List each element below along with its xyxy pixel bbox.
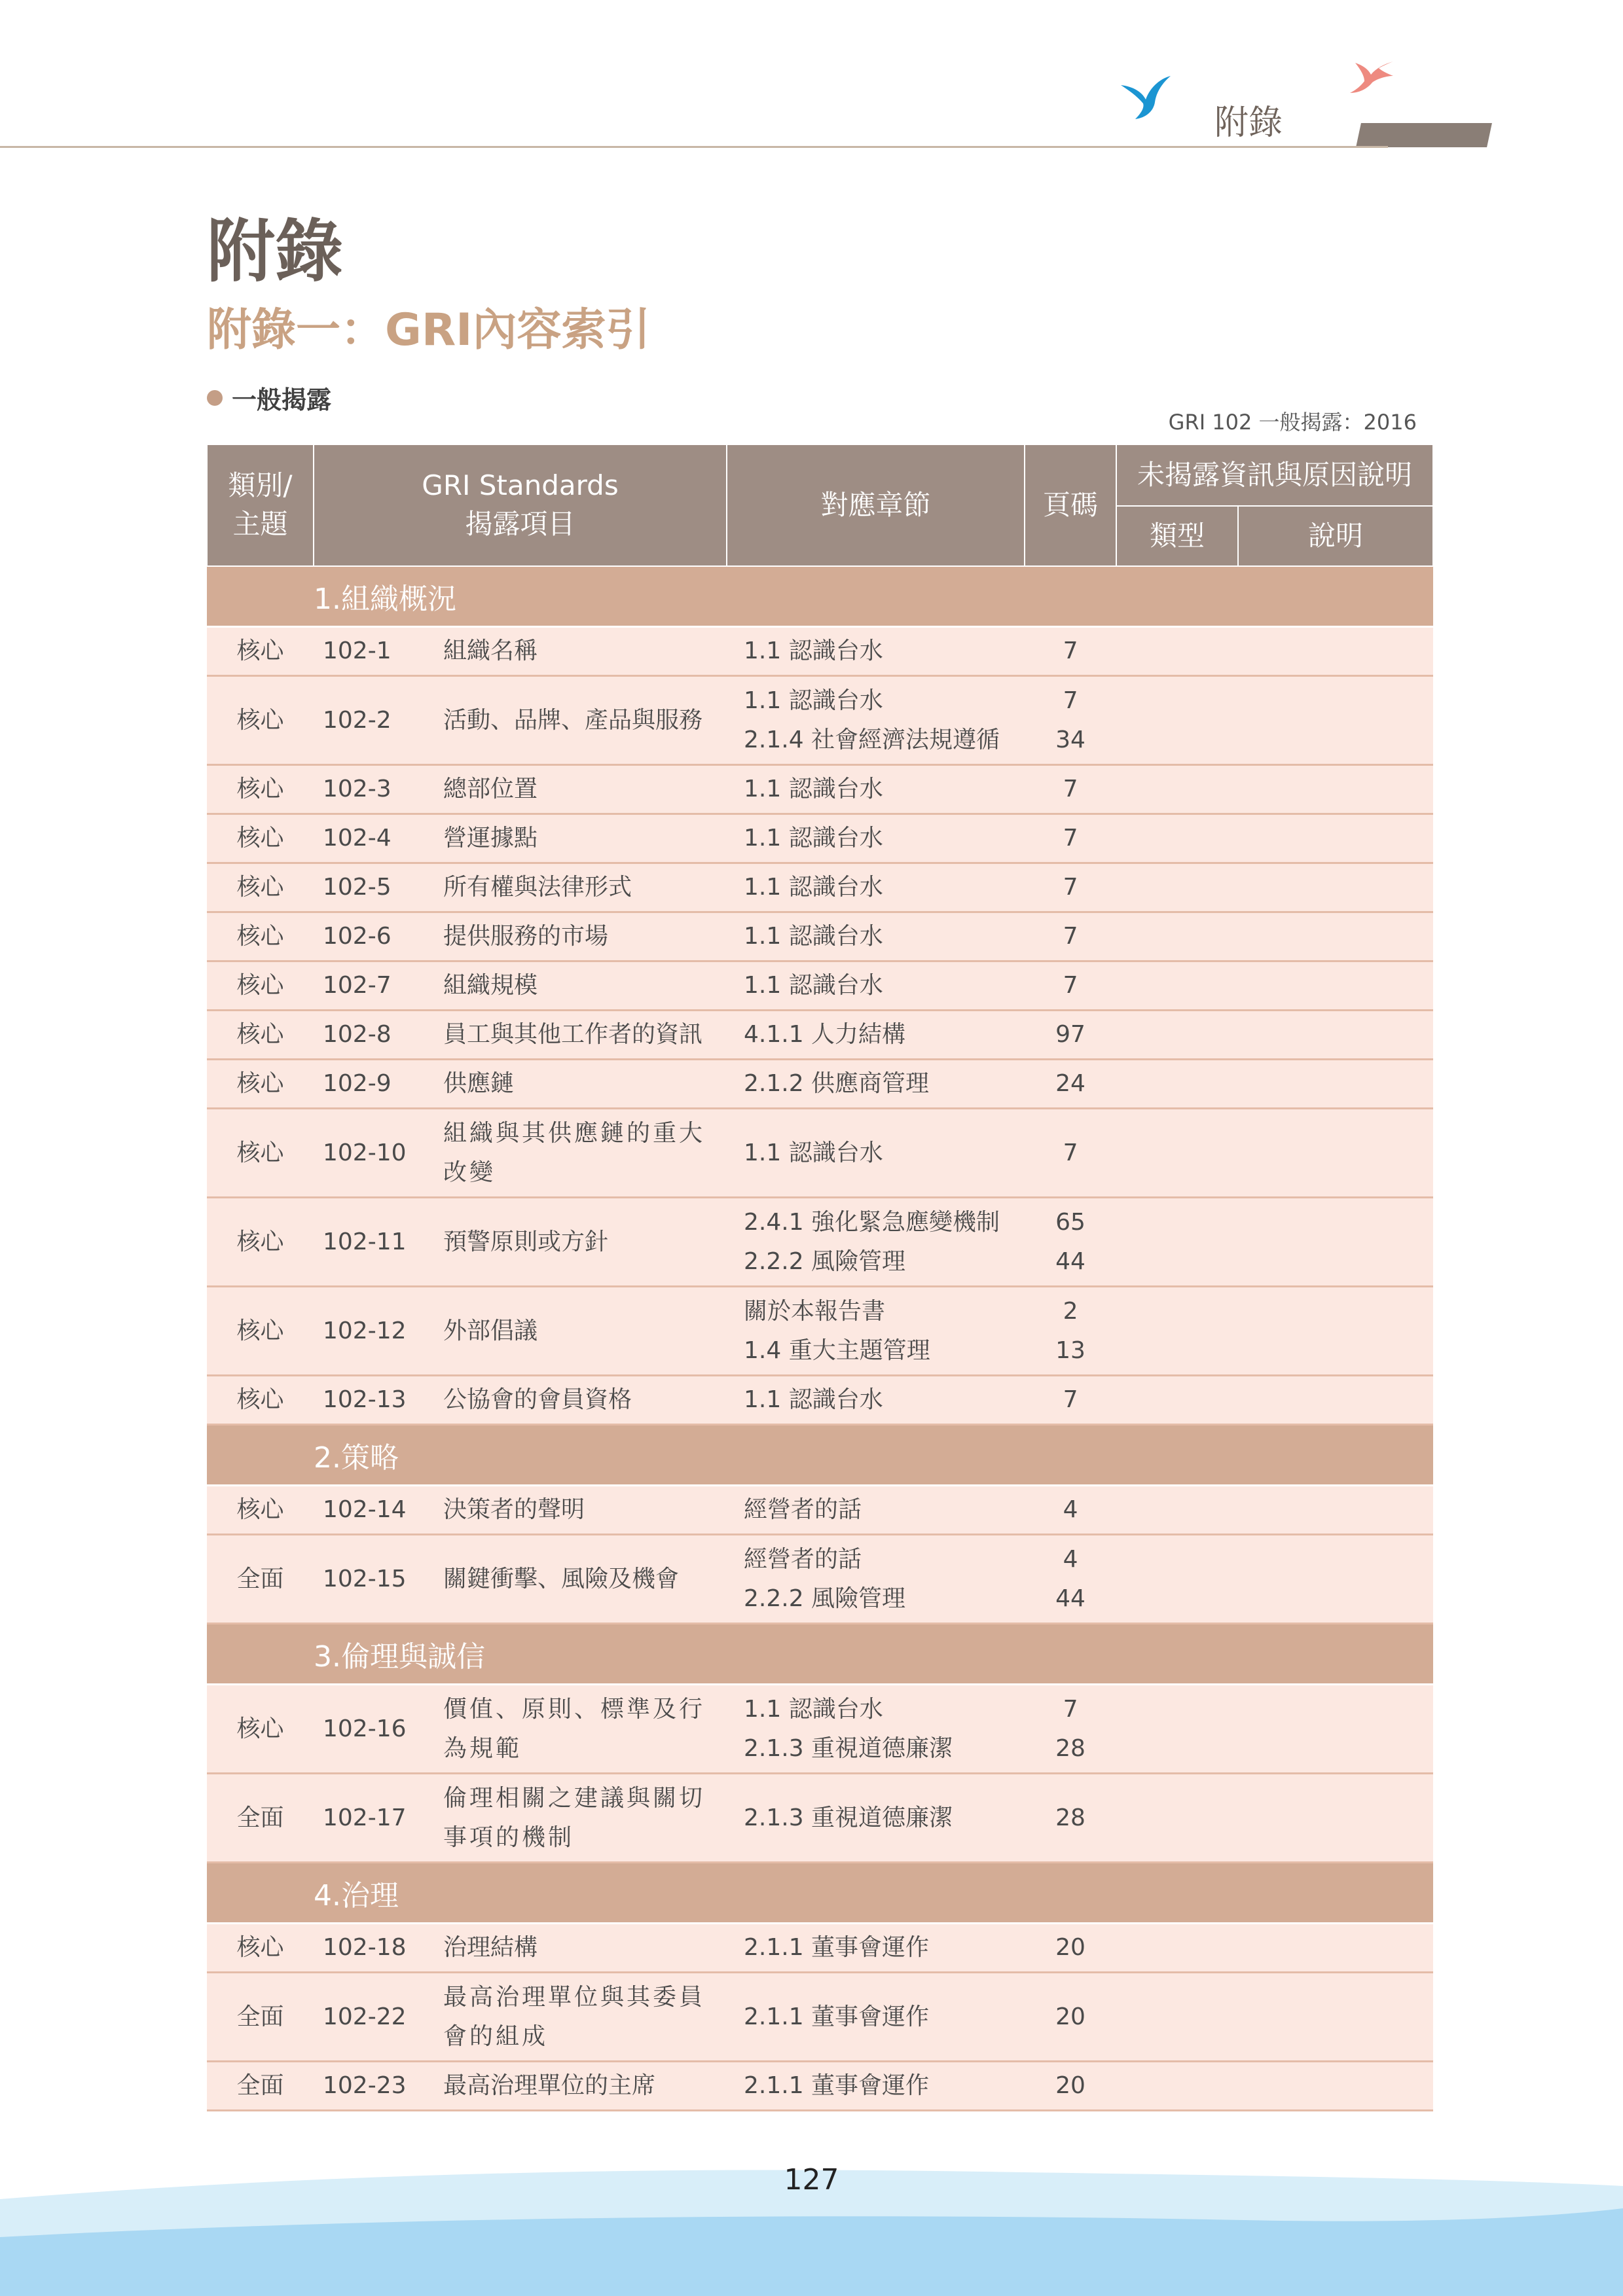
disclosure-level: 核心 bbox=[207, 765, 314, 814]
disclosure-level: 核心 bbox=[207, 1011, 314, 1060]
omission-desc-cell bbox=[1238, 1973, 1433, 2062]
disclosure-code: 102-9 bbox=[314, 1060, 438, 1109]
table-row bbox=[207, 676, 1433, 765]
disclosure-item: 倫理相關之建議與關切 事項的機制 bbox=[438, 1774, 727, 1863]
disclosure-item: 活動、品牌、產品與服務 bbox=[438, 676, 727, 765]
section-row bbox=[207, 1425, 1433, 1486]
disclosure-level: 核心 bbox=[207, 1685, 314, 1774]
disclosure-code: 102-18 bbox=[314, 1924, 438, 1973]
omission-desc-cell bbox=[1238, 1376, 1433, 1425]
omission-type-cell bbox=[1116, 1973, 1238, 2062]
omission-type-cell bbox=[1116, 1685, 1238, 1774]
chapter-ref: 1.1 認識台水 bbox=[727, 961, 1025, 1011]
disclosure-item: 最高治理單位與其委員 會的組成 bbox=[438, 1973, 727, 2062]
page-ref: 7 28 bbox=[1025, 1685, 1116, 1774]
section-spacer bbox=[207, 1863, 314, 1924]
bullet-label: 一般揭露 bbox=[232, 386, 332, 414]
page-ref: 7 bbox=[1025, 627, 1116, 676]
omission-desc-cell bbox=[1238, 1535, 1433, 1624]
header-chapter: 對應章節 bbox=[727, 444, 1025, 566]
page-ref: 65 44 bbox=[1025, 1198, 1116, 1287]
chapter-ref: 2.1.1 董事會運作 bbox=[727, 1973, 1025, 2062]
disclosure-code: 102-7 bbox=[314, 961, 438, 1011]
page-ref: 7 bbox=[1025, 863, 1116, 912]
section-title: 1.組織概況 bbox=[314, 566, 1433, 627]
header-omission: 未揭露資訊與原因說明 bbox=[1116, 444, 1433, 506]
page-number: 127 bbox=[784, 2163, 839, 2197]
header-gri-standards: GRI Standards 揭露項目 bbox=[314, 444, 727, 566]
blue-swallow-icon bbox=[1120, 73, 1172, 120]
omission-type-cell bbox=[1116, 1287, 1238, 1376]
disclosure-item: 員工與其他工作者的資訊 bbox=[438, 1011, 727, 1060]
table-row bbox=[207, 1376, 1433, 1425]
disclosure-item: 供應鏈 bbox=[438, 1060, 727, 1109]
disclosure-code: 102-2 bbox=[314, 676, 438, 765]
disclosure-item: 決策者的聲明 bbox=[438, 1486, 727, 1535]
omission-desc-cell bbox=[1238, 676, 1433, 765]
disclosure-level: 核心 bbox=[207, 912, 314, 961]
table-row bbox=[207, 1973, 1433, 2062]
page-ref: 7 bbox=[1025, 961, 1116, 1011]
omission-type-cell bbox=[1116, 765, 1238, 814]
table-row bbox=[207, 1774, 1433, 1863]
disclosure-code: 102-11 bbox=[314, 1198, 438, 1287]
bullet-heading bbox=[207, 380, 331, 416]
table-row bbox=[207, 1924, 1433, 1973]
chapter-ref: 1.1 認識台水 2.1.4 社會經濟法規遵循 bbox=[727, 676, 1025, 765]
omission-desc-cell bbox=[1238, 1060, 1433, 1109]
omission-type-cell bbox=[1116, 1198, 1238, 1287]
page-ref: 7 bbox=[1025, 814, 1116, 863]
omission-type-cell bbox=[1116, 1486, 1238, 1535]
section-spacer bbox=[207, 1425, 314, 1486]
disclosure-level: 全面 bbox=[207, 1774, 314, 1863]
chapter-ref: 1.1 認識台水 bbox=[727, 863, 1025, 912]
chapter-ref: 經營者的話 2.2.2 風險管理 bbox=[727, 1535, 1025, 1624]
disclosure-code: 102-12 bbox=[314, 1287, 438, 1376]
header-accent-bar bbox=[1356, 123, 1492, 147]
page-ref: 20 bbox=[1025, 1973, 1116, 2062]
table-row bbox=[207, 1011, 1433, 1060]
chapter-ref: 1.1 認識台水 bbox=[727, 765, 1025, 814]
table-row bbox=[207, 765, 1433, 814]
disclosure-level: 核心 bbox=[207, 1060, 314, 1109]
omission-desc-cell bbox=[1238, 1198, 1433, 1287]
table-row bbox=[207, 1287, 1433, 1376]
disclosure-level: 核心 bbox=[207, 1376, 314, 1425]
disclosure-item: 公協會的會員資格 bbox=[438, 1376, 727, 1425]
disclosure-code: 102-23 bbox=[314, 2062, 438, 2111]
omission-type-cell bbox=[1116, 1924, 1238, 1973]
page-ref: 97 bbox=[1025, 1011, 1116, 1060]
table-row bbox=[207, 627, 1433, 676]
section-row bbox=[207, 1624, 1433, 1685]
omission-type-cell bbox=[1116, 1011, 1238, 1060]
omission-type-cell bbox=[1116, 2062, 1238, 2111]
disclosure-level: 核心 bbox=[207, 961, 314, 1011]
disclosure-level: 核心 bbox=[207, 1109, 314, 1198]
section-title: 3.倫理與誠信 bbox=[314, 1624, 1433, 1685]
disclosure-code: 102-1 bbox=[314, 627, 438, 676]
disclosure-code: 102-8 bbox=[314, 1011, 438, 1060]
disclosure-code: 102-15 bbox=[314, 1535, 438, 1624]
page-title: 附錄 bbox=[207, 211, 344, 291]
omission-desc-cell bbox=[1238, 863, 1433, 912]
table-row bbox=[207, 863, 1433, 912]
disclosure-level: 核心 bbox=[207, 676, 314, 765]
omission-type-cell bbox=[1116, 676, 1238, 765]
disclosure-level: 全面 bbox=[207, 2062, 314, 2111]
disclosure-level: 全面 bbox=[207, 1535, 314, 1624]
table-row bbox=[207, 2062, 1433, 2111]
disclosure-item: 所有權與法律形式 bbox=[438, 863, 727, 912]
omission-desc-cell bbox=[1238, 1486, 1433, 1535]
chapter-ref: 2.4.1 強化緊急應變機制 2.2.2 風險管理 bbox=[727, 1198, 1025, 1287]
header-divider bbox=[0, 146, 1388, 148]
disclosure-code: 102-13 bbox=[314, 1376, 438, 1425]
header-section-label: 附錄 bbox=[1214, 103, 1283, 143]
section-title: 2.策略 bbox=[314, 1425, 1433, 1486]
table-row bbox=[207, 1685, 1433, 1774]
disclosure-code: 102-17 bbox=[314, 1774, 438, 1863]
omission-desc-cell bbox=[1238, 1685, 1433, 1774]
disclosure-item: 外部倡議 bbox=[438, 1287, 727, 1376]
header-page: 頁碼 bbox=[1025, 444, 1116, 566]
disclosure-item: 提供服務的市場 bbox=[438, 912, 727, 961]
section-spacer bbox=[207, 566, 314, 627]
disclosure-code: 102-10 bbox=[314, 1109, 438, 1198]
omission-desc-cell bbox=[1238, 1109, 1433, 1198]
section-row bbox=[207, 1863, 1433, 1924]
page-ref: 7 bbox=[1025, 765, 1116, 814]
omission-type-cell bbox=[1116, 814, 1238, 863]
omission-type-cell bbox=[1116, 1109, 1238, 1198]
disclosure-item: 最高治理單位的主席 bbox=[438, 2062, 727, 2111]
disclosure-item: 營運據點 bbox=[438, 814, 727, 863]
chapter-ref: 2.1.1 董事會運作 bbox=[727, 1924, 1025, 1973]
disclosure-level: 核心 bbox=[207, 863, 314, 912]
section-spacer bbox=[207, 1624, 314, 1685]
disclosure-code: 102-6 bbox=[314, 912, 438, 961]
chapter-ref: 1.1 認識台水 2.1.3 重視道德廉潔 bbox=[727, 1685, 1025, 1774]
chapter-ref: 2.1.2 供應商管理 bbox=[727, 1060, 1025, 1109]
omission-type-cell bbox=[1116, 1774, 1238, 1863]
omission-desc-cell bbox=[1238, 1287, 1433, 1376]
table-row bbox=[207, 1060, 1433, 1109]
page-ref: 2 13 bbox=[1025, 1287, 1116, 1376]
table-row bbox=[207, 1109, 1433, 1198]
chapter-ref: 1.1 認識台水 bbox=[727, 814, 1025, 863]
omission-desc-cell bbox=[1238, 627, 1433, 676]
disclosure-code: 102-22 bbox=[314, 1973, 438, 2062]
chapter-ref: 經營者的話 bbox=[727, 1486, 1025, 1535]
page-ref: 20 bbox=[1025, 2062, 1116, 2111]
disclosure-level: 全面 bbox=[207, 1973, 314, 2062]
omission-desc-cell bbox=[1238, 814, 1433, 863]
section-title: 4.治理 bbox=[314, 1863, 1433, 1924]
page-ref: 4 44 bbox=[1025, 1535, 1116, 1624]
omission-type-cell bbox=[1116, 1060, 1238, 1109]
omission-type-cell bbox=[1116, 912, 1238, 961]
sub-title: 附錄一：GRI內容索引 bbox=[207, 304, 651, 356]
page-ref: 7 34 bbox=[1025, 676, 1116, 765]
standard-label: GRI 102 一般揭露：2016 bbox=[1168, 410, 1417, 435]
chapter-ref: 2.1.3 重視道德廉潔 bbox=[727, 1774, 1025, 1863]
table-row bbox=[207, 1535, 1433, 1624]
header-omission-desc: 說明 bbox=[1238, 506, 1433, 566]
page-ref: 20 bbox=[1025, 1924, 1116, 1973]
omission-desc-cell bbox=[1238, 2062, 1433, 2111]
disclosure-code: 102-4 bbox=[314, 814, 438, 863]
bullet-dot-icon bbox=[207, 390, 223, 406]
disclosure-item: 預警原則或方針 bbox=[438, 1198, 727, 1287]
disclosure-code: 102-5 bbox=[314, 863, 438, 912]
disclosure-item: 價值、原則、標準及行 為規範 bbox=[438, 1685, 727, 1774]
disclosure-level: 核心 bbox=[207, 1287, 314, 1376]
gri-index-table bbox=[206, 444, 1434, 2111]
disclosure-level: 核心 bbox=[207, 814, 314, 863]
omission-desc-cell bbox=[1238, 1774, 1433, 1863]
disclosure-code: 102-16 bbox=[314, 1685, 438, 1774]
chapter-ref: 關於本報告書 1.4 重大主題管理 bbox=[727, 1287, 1025, 1376]
header-omission-type: 類型 bbox=[1116, 506, 1238, 566]
omission-type-cell bbox=[1116, 961, 1238, 1011]
page-ref: 7 bbox=[1025, 1376, 1116, 1425]
omission-desc-cell bbox=[1238, 961, 1433, 1011]
chapter-ref: 2.1.1 董事會運作 bbox=[727, 2062, 1025, 2111]
disclosure-item: 組織與其供應鏈的重大 改變 bbox=[438, 1109, 727, 1198]
disclosure-level: 核心 bbox=[207, 627, 314, 676]
header-category: 類別/ 主題 bbox=[207, 444, 314, 566]
page-ref: 24 bbox=[1025, 1060, 1116, 1109]
disclosure-item: 組織名稱 bbox=[438, 627, 727, 676]
page-ref: 4 bbox=[1025, 1486, 1116, 1535]
omission-type-cell bbox=[1116, 627, 1238, 676]
gri-table-body bbox=[207, 566, 1433, 2111]
table-row bbox=[207, 814, 1433, 863]
omission-desc-cell bbox=[1238, 765, 1433, 814]
page-ref: 28 bbox=[1025, 1774, 1116, 1863]
chapter-ref: 1.1 認識台水 bbox=[727, 1109, 1025, 1198]
omission-desc-cell bbox=[1238, 1011, 1433, 1060]
table-row bbox=[207, 1486, 1433, 1535]
pink-swallow-icon bbox=[1349, 56, 1395, 96]
disclosure-item: 總部位置 bbox=[438, 765, 727, 814]
disclosure-item: 治理結構 bbox=[438, 1924, 727, 1973]
omission-desc-cell bbox=[1238, 1924, 1433, 1973]
disclosure-level: 核心 bbox=[207, 1486, 314, 1535]
chapter-ref: 1.1 認識台水 bbox=[727, 912, 1025, 961]
omission-type-cell bbox=[1116, 863, 1238, 912]
page-ref: 7 bbox=[1025, 1109, 1116, 1198]
table-row bbox=[207, 961, 1433, 1011]
page-ref: 7 bbox=[1025, 912, 1116, 961]
table-row bbox=[207, 1198, 1433, 1287]
omission-type-cell bbox=[1116, 1376, 1238, 1425]
chapter-ref: 1.1 認識台水 bbox=[727, 1376, 1025, 1425]
disclosure-item: 關鍵衝擊、風險及機會 bbox=[438, 1535, 727, 1624]
disclosure-item: 組織規模 bbox=[438, 961, 727, 1011]
disclosure-code: 102-3 bbox=[314, 765, 438, 814]
chapter-ref: 4.1.1 人力結構 bbox=[727, 1011, 1025, 1060]
omission-type-cell bbox=[1116, 1535, 1238, 1624]
section-row bbox=[207, 566, 1433, 627]
disclosure-code: 102-14 bbox=[314, 1486, 438, 1535]
chapter-ref: 1.1 認識台水 bbox=[727, 627, 1025, 676]
disclosure-level: 核心 bbox=[207, 1198, 314, 1287]
omission-desc-cell bbox=[1238, 912, 1433, 961]
table-row bbox=[207, 912, 1433, 961]
disclosure-level: 核心 bbox=[207, 1924, 314, 1973]
